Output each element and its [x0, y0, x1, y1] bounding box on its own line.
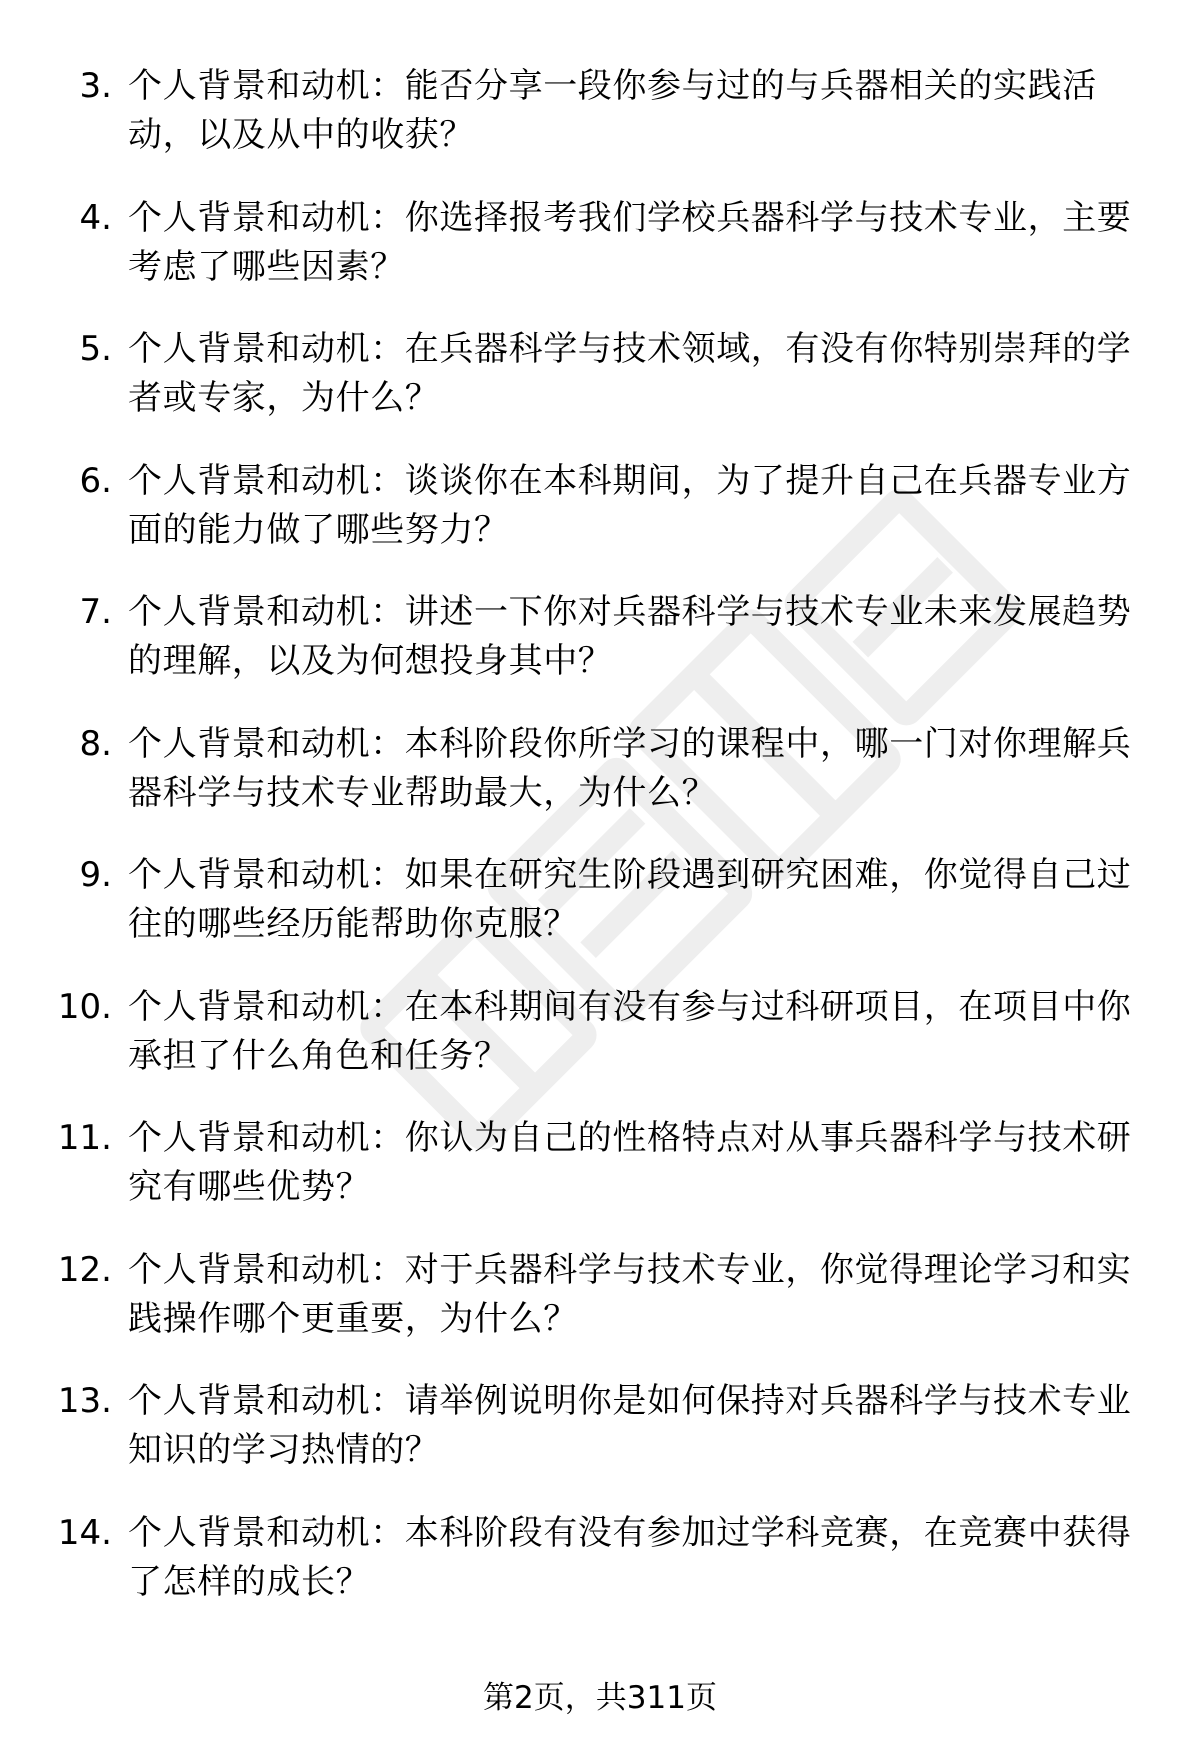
question-number: 5. — [79, 329, 112, 369]
question-item — [52, 720, 1142, 852]
question-text: 个人背景和动机：本科阶段有没有参加过学科竞赛，在竞赛中获得了怎样的成长？ — [128, 1512, 1132, 1602]
question-text: 个人背景和动机：在兵器科学与技术领域，有没有你特别崇拜的学者或专家，为什么？ — [128, 329, 1132, 418]
question-item — [52, 851, 1142, 983]
question-item — [52, 588, 1142, 720]
question-text: 个人背景和动机：对于兵器科学与技术专业，你觉得理论学习和实践操作哪个更重要，为什么？ — [128, 1249, 1132, 1339]
question-number: 9. — [79, 855, 112, 895]
question-text: 个人背景和动机：讲述一下你对兵器科学与技术专业未来发展趋势的理解，以及为何想投身其中？ — [128, 592, 1132, 681]
question-number: 12. — [57, 1249, 112, 1290]
question-number: 4. — [79, 197, 112, 238]
question-item — [52, 194, 1142, 326]
question-number: 3. — [79, 66, 112, 106]
question-number: 11. — [57, 1118, 112, 1158]
question-item — [52, 983, 1142, 1115]
question-number: 13. — [57, 1381, 112, 1421]
question-item — [52, 1509, 1142, 1641]
question-text: 个人背景和动机：请举例说明你是如何保持对兵器科学与技术专业知识的学习热情的？ — [128, 1381, 1132, 1470]
question-item — [52, 1114, 1142, 1246]
question-item — [52, 1377, 1142, 1509]
question-number: 7. — [79, 592, 112, 632]
question-list — [52, 62, 1142, 1640]
question-number: 10. — [57, 986, 112, 1027]
page-number-footer: 第2页，共311页 — [483, 1680, 717, 1716]
question-text: 个人背景和动机：如果在研究生阶段遇到研究困难，你觉得自己过往的哪些经历能帮助你克服？ — [128, 855, 1132, 944]
question-item — [52, 325, 1142, 457]
question-item — [52, 457, 1142, 589]
question-item — [52, 1246, 1142, 1378]
question-text: 个人背景和动机：谈谈你在本科期间，为了提升自己在兵器专业方面的能力做了哪些努力？ — [128, 460, 1132, 550]
question-number: 14. — [57, 1512, 112, 1553]
question-number: 6. — [79, 460, 112, 501]
question-text: 个人背景和动机：你认为自己的性格特点对从事兵器科学与技术研究有哪些优势？ — [128, 1118, 1132, 1207]
question-text: 个人背景和动机：本科阶段你所学习的课程中，哪一门对你理解兵器科学与技术专业帮助最大，为什么？ — [128, 723, 1132, 813]
question-item — [52, 62, 1142, 194]
question-text: 个人背景和动机：能否分享一段你参与过的与兵器相关的实践活动，以及从中的收获？ — [128, 66, 1097, 155]
question-text: 个人背景和动机：在本科期间有没有参与过科研项目，在项目中你承担了什么角色和任务？ — [128, 986, 1132, 1076]
question-number: 8. — [79, 723, 112, 764]
question-text: 个人背景和动机：你选择报考我们学校兵器科学与技术专业，主要考虑了哪些因素？ — [128, 197, 1132, 287]
